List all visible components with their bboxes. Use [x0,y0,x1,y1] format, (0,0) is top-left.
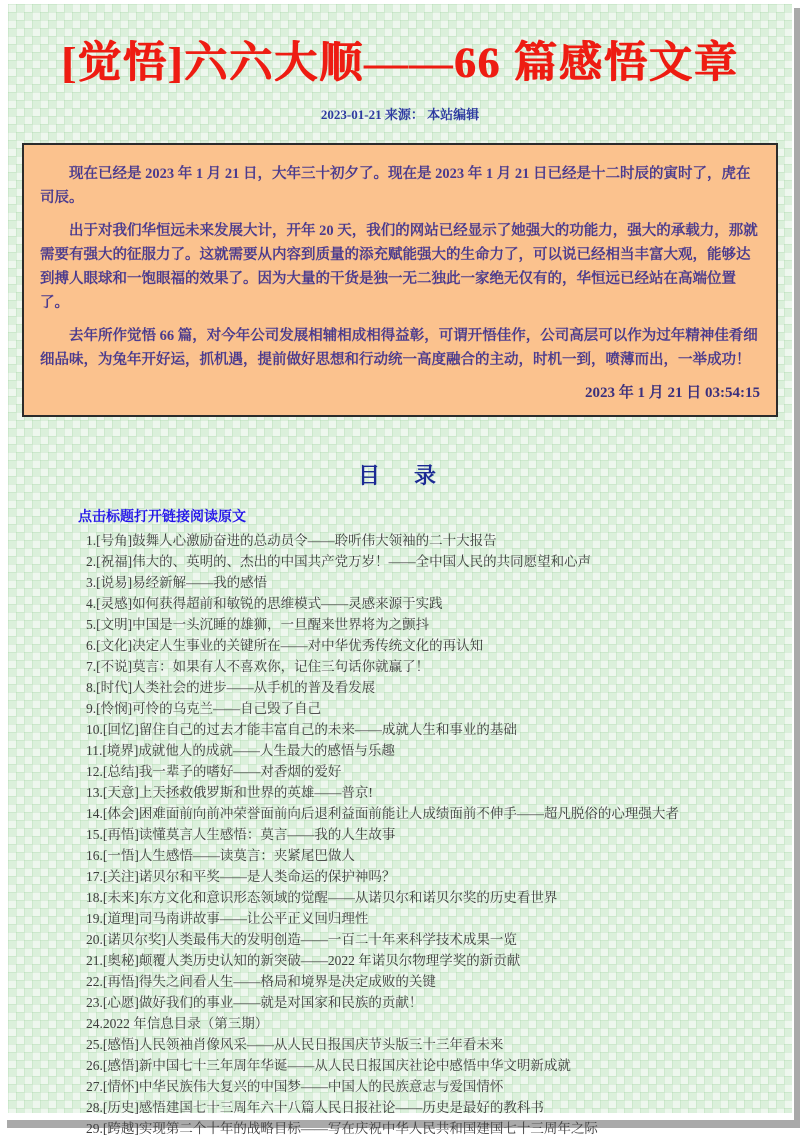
toc-item-link[interactable]: 20.[诺贝尔奖]人类最伟大的发明创造——一百二十年来科学技术成果一览 [86,931,517,947]
toc-item-link[interactable]: 18.[未来]东方文化和意识形态领域的觉醒——从诺贝尔和诺贝尔奖的历史看世界 [86,889,558,905]
toc-item-link[interactable]: 22.[再悟]得失之间看人生——格局和境界是决定成败的关键 [86,973,436,989]
toc-item-link[interactable]: 16.[一悟]人生感悟——读莫言：夹紧尾巴做人 [86,847,355,863]
toc-item-link[interactable]: 25.[感悟]人民领袖肖像风采——从人民日报国庆节头版三十三年看未来 [86,1036,504,1052]
notice-timestamp: 2023 年 1 月 21 日 03:54:15 [585,384,760,401]
toc-item-link[interactable]: 5.[文明]中国是一头沉睡的雄狮，一旦醒来世界将为之颤抖 [86,616,430,632]
toc-item-link[interactable]: 27.[情怀]中华民族伟大复兴的中国梦——中国人的民族意志与爱国情怀 [86,1078,504,1094]
toc-item-link[interactable]: 2.[祝福]伟大的、英明的、杰出的中国共产党万岁！——全中国人民的共同愿望和心声 [86,553,592,569]
toc-item-link[interactable]: 17.[关注]诺贝尔和平奖——是人类命运的保护神吗？ [86,868,396,884]
toc-item-link[interactable]: 28.[历史]感悟建国七十三周年六十八篇人民日报社论——历史是最好的教科书 [86,1099,544,1115]
toc-item-link[interactable]: 23.[心愿]做好我们的事业——就是对国家和民族的贡献！ [86,994,423,1010]
toc-item-link[interactable]: 7.[不说]莫言：如果有人不喜欢你，记住三句话你就赢了！ [86,658,430,674]
toc-item-link[interactable]: 11.[境界]成就他人的成就——人生最大的感悟与乐趣 [86,742,395,758]
toc-item-link[interactable]: 24.2022 年信息目录（第三期） [86,1015,269,1031]
toc-item-link[interactable]: 14.[体会]困难面前向前冲荣誉面前向后退利益面前能让人成绩面前不伸手——超凡脱俗的心理强大者 [86,805,679,821]
toc-item-link[interactable]: 8.[时代]人类社会的进步——从手机的普及看发展 [86,679,376,695]
toc-item-link[interactable]: 13.[天意]上天拯救俄罗斯和世界的英雄——普京! [86,784,373,800]
toc-item-link[interactable]: 1.[号角]鼓舞人心激励奋进的总动员令——聆听伟大领袖的二十大报告 [86,532,497,548]
toc-item-link[interactable]: 9.[怜悯]可怜的乌克兰——自己毁了自己 [86,700,322,716]
notice-paragraph-2: 出于对我们华恒远未来发展大计，开年 20 天，我们的网站已经显示了她强大的功能力，强大的承载力，那就需要有强大的征服力了。这就需要从内容到质量的添充赋能强大的生命力了，可以说已经相当丰富大观，能够达到搏人眼球和一饱眼福的效果了。因为大量的干货是独一无二独此一家绝无仅有的，华恒远已经站在高端位置了。 [40,222,758,311]
toc-list [78,530,772,1139]
toc-item-link[interactable]: 12.[总结]我一辈子的嗜好——对香烟的爱好 [86,763,342,779]
notice-box [22,143,778,417]
toc-item-link[interactable]: 6.[文化]决定人生事业的关键所在——对中华优秀传统文化的再认知 [86,637,484,653]
toc-item-link[interactable]: 3.[说易]易经新解——我的感悟 [86,574,268,590]
notice-paragraph-3: 去年所作觉悟 66 篇，对今年公司发展相辅相成相得益彰，可谓开悟佳作，公司高层可以作为过年精神佳肴细细品味，为兔年开好运，抓机遇，提前做好思想和行动统一高度融合的主动，时机一到，喷薄而出，一举成功！ [40,327,758,368]
toc-heading: 目 录 [357,462,442,488]
dateline: 2023-01-21 来源： 本站编辑 [320,106,480,122]
toc-item-link[interactable]: 19.[道理]司马南讲故事——让公平正义回归理性 [86,910,369,926]
toc-item-link[interactable]: 29.[跨越]实现第二个十年的战略目标——写在庆祝中华人民共和国建国七十三周年之际 [86,1120,598,1136]
notice-paragraph-1: 现在已经是 2023 年 1 月 21 日，大年三十初夕了。现在是 2023 年 1 月 21 日已经是十二时辰的寅时了，虎在司辰。 [40,165,751,206]
toc-item-link[interactable]: 21.[奥秘]颠覆人类历史认知的新突破——2022 年诺贝尔物理学奖的新贡献 [86,952,521,968]
toc-instruction: 点击标题打开链接阅读原文 [78,509,246,525]
page-title: [觉悟]六六大顺——66 篇感悟文章 [61,40,739,87]
page-background [8,4,792,1136]
toc-item-link[interactable]: 4.[灵感]如何获得超前和敏锐的思维模式——灵感来源于实践 [86,595,443,611]
toc-item-link[interactable]: 26.[感悟]新中国七十三年周年华诞——从人民日报国庆社论中感悟中华文明新成就 [86,1057,571,1073]
toc-item-link[interactable]: 15.[再悟]读懂莫言人生感悟：莫言——我的人生故事 [86,826,396,842]
toc-item-link[interactable]: 10.[回忆]留住自己的过去才能丰富自己的未来——成就人生和事业的基础 [86,721,517,737]
